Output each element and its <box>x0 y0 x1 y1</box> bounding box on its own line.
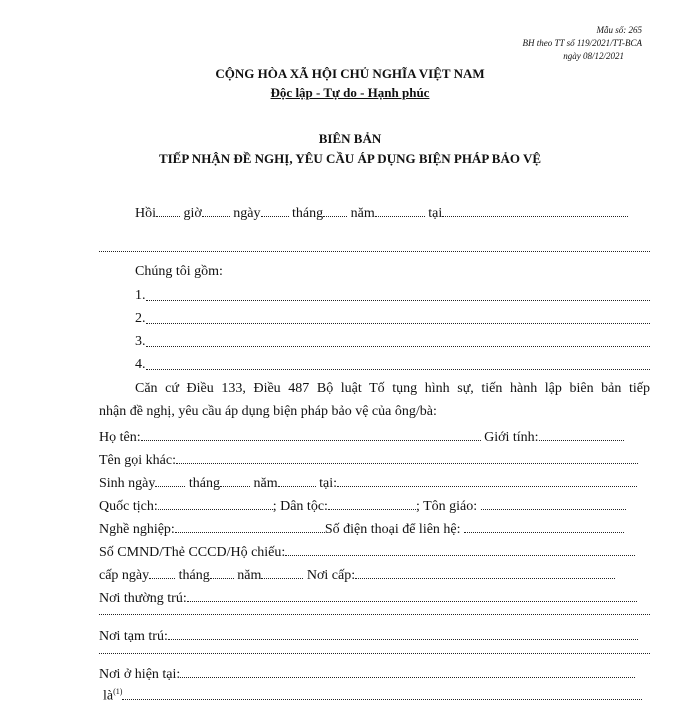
field-ton-giao[interactable] <box>481 495 626 510</box>
document-subtitle: TIẾP NHẬN ĐỀ NGHỊ, YÊU CẦU ÁP DỤNG BIỆN PHÁP BẢO VỆ <box>158 151 542 166</box>
label-o-hien-tai: Nơi ở hiện tại: <box>99 667 181 682</box>
row-cmnd <box>99 541 650 562</box>
row-la <box>103 683 650 706</box>
row-ten-goi-khac <box>99 449 650 470</box>
tam-tru-continuation[interactable] <box>99 653 650 654</box>
label-tam-tru: Nơi tạm trú: <box>99 629 168 644</box>
label-sinh-thang: tháng <box>188 476 220 491</box>
form-date: ngày 08/12/2021 <box>563 51 624 61</box>
member-2-label: 2. <box>135 311 146 326</box>
national-title: CỘNG HÒA XÃ HỘI CHỦ NGHĨA VIỆT NAM <box>215 66 485 81</box>
label-cmnd: Số CMND/Thẻ CCCD/Hộ chiếu: <box>99 545 286 560</box>
field-thang[interactable] <box>323 202 347 217</box>
form-number: Mẫu số: 265 <box>596 25 642 35</box>
field-dan-toc[interactable] <box>328 495 416 510</box>
field-nam[interactable] <box>375 202 425 217</box>
label-cap-nam: năm <box>237 568 262 583</box>
member-3-label: 3. <box>135 334 146 349</box>
label-nam: năm <box>350 206 375 221</box>
label-so-dien-thoai: Số điện thoại để liên hệ: <box>324 522 461 537</box>
label-tai: tại <box>428 206 443 221</box>
field-ho-ten[interactable] <box>141 426 481 441</box>
field-cap-ngay[interactable] <box>149 564 175 579</box>
label-sinh-tai: tại: <box>319 476 337 491</box>
member-4-field[interactable] <box>146 369 650 370</box>
thuong-tru-continuation[interactable] <box>99 614 650 615</box>
basis-line-2: nhận đề nghị, yêu cầu áp dụng biện pháp bảo vệ của ông/bà: <box>99 404 437 419</box>
member-2-field[interactable] <box>146 323 650 324</box>
member-3-field[interactable] <box>146 346 650 347</box>
field-tam-tru[interactable] <box>168 625 638 640</box>
label-ton-giao: ; Tôn giáo: <box>415 499 478 514</box>
field-gioi-tinh[interactable] <box>539 426 624 441</box>
row-thuong-tru <box>99 587 650 608</box>
label-quoc-tich: Quốc tịch: <box>99 499 158 514</box>
label-gioi-tinh: Giới tính: <box>484 430 539 445</box>
row-nghe-nghiep <box>99 518 650 539</box>
field-gio[interactable] <box>202 202 230 217</box>
row-sinh-ngay <box>99 472 650 493</box>
motto-text: Độc lập - Tự do - Hạnh phúc <box>270 85 430 100</box>
field-hoi[interactable] <box>156 202 180 217</box>
field-sinh-nam[interactable] <box>278 472 316 487</box>
form-code-block <box>402 24 642 63</box>
field-noi-cap[interactable] <box>355 564 615 579</box>
field-nghe-nghiep[interactable] <box>175 518 325 533</box>
member-1-label: 1. <box>135 288 146 303</box>
label-ten-goi-khac: Tên gọi khác: <box>99 453 176 468</box>
field-la[interactable] <box>122 685 642 700</box>
label-sinh-nam: năm <box>253 476 278 491</box>
field-o-hien-tai[interactable] <box>180 663 635 678</box>
time-place-continuation[interactable] <box>99 251 650 252</box>
time-place-line <box>135 202 650 223</box>
footnote-marker: (1) <box>113 687 123 696</box>
row-tam-tru <box>99 625 650 646</box>
field-sinh-tai[interactable] <box>337 472 637 487</box>
field-thuong-tru[interactable] <box>187 587 637 602</box>
field-cap-nam[interactable] <box>261 564 303 579</box>
form-issued-by: BH theo TT số 119/2021/TT-BCA <box>522 38 642 48</box>
field-ten-goi-khac[interactable] <box>176 449 638 464</box>
members-intro: Chúng tôi gồm: <box>135 264 223 279</box>
label-noi-cap: Nơi cấp: <box>306 568 356 583</box>
label-sinh-ngay: Sinh ngày <box>99 476 156 491</box>
member-1-field[interactable] <box>146 300 650 301</box>
field-ngay[interactable] <box>261 202 289 217</box>
basis-line-1: Căn cứ Điều 133, Điều 487 Bộ luật Tố tụng hình sự, tiến hành lập biên bản tiếp <box>135 381 650 396</box>
label-hoi: Hồi <box>135 206 156 221</box>
row-quoc-tich <box>99 495 650 516</box>
label-cap-thang: tháng <box>178 568 210 583</box>
label-gio: giờ <box>183 206 202 221</box>
document-title: BIÊN BẢN <box>318 131 382 146</box>
field-cap-thang[interactable] <box>210 564 234 579</box>
label-nghe-nghiep: Nghề nghiệp: <box>99 522 175 537</box>
label-thuong-tru: Nơi thường trú: <box>99 591 187 606</box>
row-cap-ngay <box>99 564 650 585</box>
field-tai[interactable] <box>442 202 628 217</box>
label-ngay: ngày <box>233 206 261 221</box>
row-ho-ten <box>99 426 650 447</box>
member-4-label: 4. <box>135 357 146 372</box>
field-quoc-tich[interactable] <box>158 495 273 510</box>
row-o-hien-tai <box>99 663 650 684</box>
field-sinh-ngay[interactable] <box>155 472 185 487</box>
label-cap-ngay: cấp ngày <box>99 568 150 583</box>
national-motto <box>0 85 700 101</box>
label-ho-ten: Họ tên: <box>99 430 141 445</box>
label-dan-toc: ; Dân tộc: <box>272 499 328 514</box>
field-so-dien-thoai[interactable] <box>464 518 624 533</box>
label-la: là <box>103 688 114 704</box>
field-sinh-thang[interactable] <box>220 472 250 487</box>
label-thang: tháng <box>292 206 324 221</box>
field-cmnd[interactable] <box>285 541 635 556</box>
